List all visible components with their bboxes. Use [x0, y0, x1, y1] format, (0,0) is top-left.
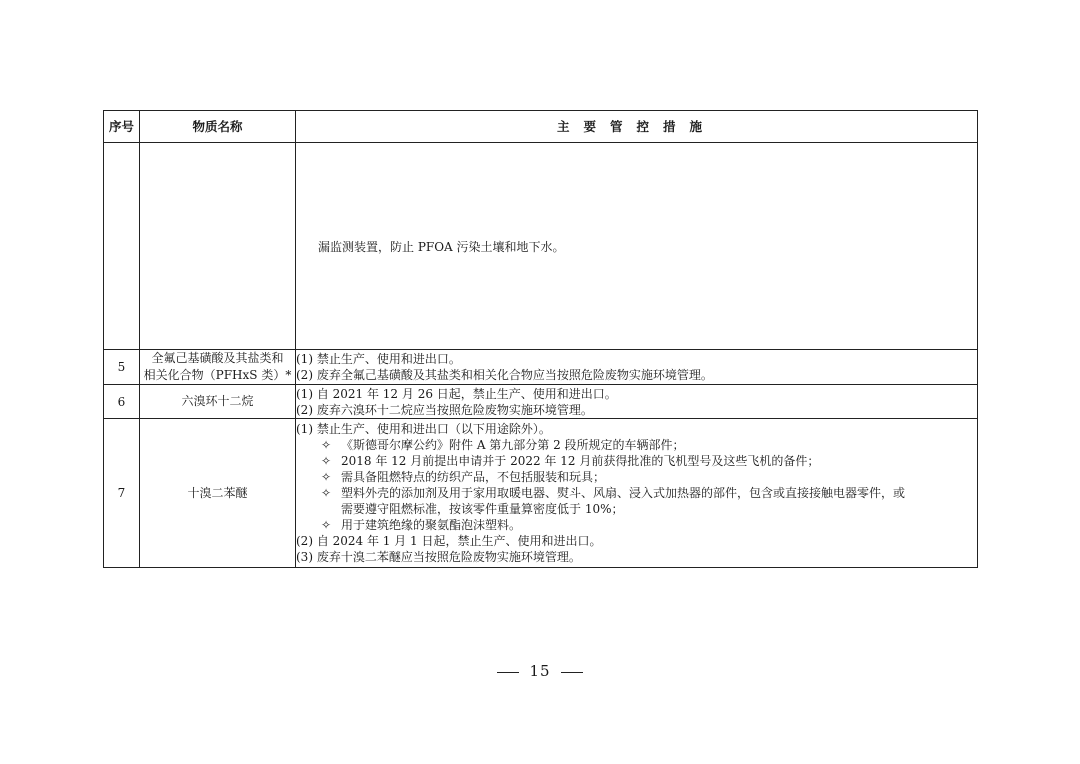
measure-bullet-line: ✧ 2018 年 12 月前提出申请并于 2022 年 12 月前获得批准的飞机型号及这些飞机的备件； [321, 454, 820, 468]
measure-line: (1) 自 2021 年 12 月 26 日起，禁止生产、使用和进出口。 [296, 386, 617, 401]
row-substance-name: 十溴二苯醚 [140, 419, 296, 568]
row-measures [296, 419, 978, 568]
table-row [104, 350, 978, 385]
row-no: 7 [104, 419, 140, 568]
diamond-bullet-icon: ✧ [321, 470, 332, 484]
row-no: 5 [104, 350, 140, 385]
header-control-measures: 主要管控措施 [296, 111, 978, 143]
header-substance-name: 物质名称 [140, 111, 296, 143]
substance-name-line: 全氟己基磺酸及其盐类和 [151, 351, 284, 365]
dash-right [561, 672, 583, 673]
diamond-bullet-icon: ✧ [321, 438, 332, 452]
row-measures [296, 350, 978, 385]
measure-line: (1) 禁止生产、使用和进出口。 [296, 352, 461, 366]
table-row [104, 143, 978, 350]
measure-line: (3) 废弃十溴二苯醚应当按照危险废物实施环境管理。 [296, 550, 581, 564]
measure-line: 漏监测装置，防止 PFOA 污染土壤和地下水。 [318, 239, 565, 254]
measure-line: (2) 废弃六溴环十二烷应当按照危险废物实施环境管理。 [296, 402, 593, 417]
measure-bullet-line: ✧ 塑料外壳的添加剂及用于家用取暖电器、熨斗、风扇、浸入式加热器的部件，包含或直接接触电器零件，或 [321, 486, 906, 500]
measure-line: (1) 禁止生产、使用和进出口（以下用途除外）。 [296, 422, 551, 436]
measure-bullet-line: ✧ 《斯德哥尔摩公约》附件 A 第九部分第 2 段所规定的车辆部件； [321, 438, 685, 452]
measure-line: (2) 自 2024 年 1 月 1 日起，禁止生产、使用和进出口。 [296, 534, 602, 548]
measure-continuation-line: 需要遵守阻燃标准，按该零件重量算密度低于 10%； [341, 502, 624, 516]
page-number [0, 662, 1080, 680]
header-no: 序号 [104, 111, 140, 143]
measure-line: (2) 废弃全氟己基磺酸及其盐类和相关化合物应当按照危险废物实施环境管理。 [296, 368, 713, 382]
measure-bullet-line: ✧ 用于建筑绝缘的聚氨酯泡沫塑料。 [321, 518, 522, 532]
table-header-row [104, 111, 978, 143]
table-row [104, 419, 978, 568]
row-no [104, 143, 140, 350]
diamond-bullet-icon: ✧ [321, 454, 332, 468]
table-row [104, 385, 978, 419]
row-substance-name [140, 350, 296, 385]
control-measures-table [103, 110, 978, 568]
measure-bullet-line: ✧ 需具备阻燃特点的纺织产品，不包括服装和玩具； [321, 470, 606, 484]
row-substance-name [140, 143, 296, 350]
row-substance-name: 六溴环十二烷 [140, 385, 296, 419]
dash-left [497, 672, 519, 673]
row-measures [296, 385, 978, 419]
row-no: 6 [104, 385, 140, 419]
row-measures [296, 143, 978, 350]
diamond-bullet-icon: ✧ [321, 518, 332, 532]
diamond-bullet-icon: ✧ [321, 486, 332, 500]
page-number-value: 15 [529, 662, 551, 680]
substance-name-line: 相关化合物（PFHxS 类）* [143, 368, 292, 382]
